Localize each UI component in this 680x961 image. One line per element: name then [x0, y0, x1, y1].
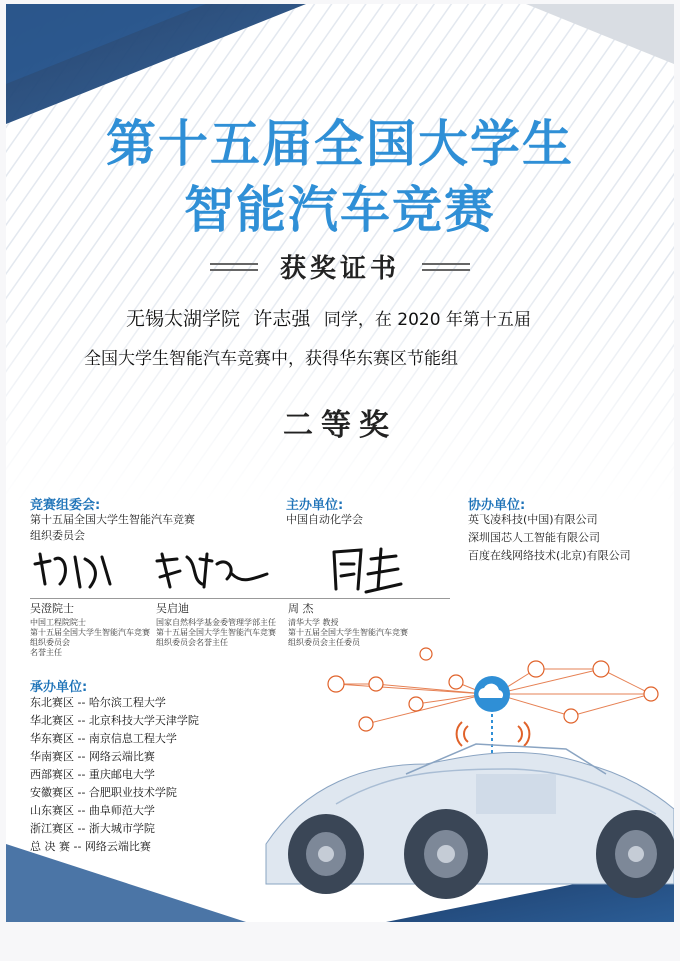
- committee-heading: 竞赛组委会:: [30, 498, 101, 513]
- signatory-title: 组织委员会: [30, 638, 70, 647]
- certificate-sheet: [6, 4, 674, 922]
- co-organizers-heading: 协办单位:: [468, 498, 526, 513]
- recipient-name: 许志强: [253, 308, 311, 330]
- committee-org-line2: 组织委员会: [30, 529, 85, 542]
- signature-1: [30, 549, 120, 594]
- signatory-title: 名誉主任: [30, 648, 62, 657]
- signatory-title: 国家自然科学基金委管理学部主任: [156, 618, 276, 627]
- signatory-title: 中国工程院院士: [30, 618, 86, 627]
- body-line-2: 全国大学生智能汽车竞赛中，获得华东赛区节能组: [84, 349, 458, 369]
- body-line-1-suffix: 同学，在 2020 年第十五届: [323, 310, 531, 330]
- signatory-title: 组织委员会名誉主任: [156, 638, 228, 647]
- decorative-lines-left: [210, 263, 258, 271]
- list-item: 安徽赛区 -- 合肥职业技术学院: [30, 786, 177, 799]
- car-graphic: [266, 744, 674, 899]
- cloud-icon: [474, 676, 510, 712]
- signature-2: [152, 549, 272, 594]
- signature-3: [326, 544, 406, 599]
- subtitle-label: 获奖证书: [279, 254, 400, 284]
- host-org: 中国自动化学会: [286, 513, 363, 526]
- certificate-title-line2: 智能汽车竞赛: [184, 181, 496, 239]
- list-item: 总 决 赛 -- 网络云端比赛: [30, 840, 151, 853]
- decorative-lines-right: [422, 263, 470, 271]
- signature-rule: [30, 598, 450, 599]
- list-item: 东北赛区 -- 哈尔滨工程大学: [30, 696, 166, 709]
- body-line-1: [126, 304, 531, 331]
- certificate-title-line1: 第十五届全国大学生: [106, 115, 574, 173]
- list-item: 华南赛区 -- 网络云端比赛: [30, 750, 155, 763]
- co-organizer-item: 百度在线网络技术(北京)有限公司: [468, 549, 631, 562]
- list-item: 山东赛区 -- 曲阜师范大学: [30, 804, 155, 817]
- award-level: 二等奖: [283, 408, 397, 443]
- signatory-title: 第十五届全国大学生智能汽车竞赛: [156, 628, 276, 637]
- signatory-name: 吴启迪: [156, 602, 189, 615]
- recipient-school: 无锡太湖学院: [126, 308, 241, 330]
- undertakers-list: [30, 694, 199, 856]
- signatory-title: 组织委员会主任委员: [288, 638, 360, 647]
- committee-org-line1: 第十五届全国大学生智能汽车竞赛: [30, 513, 195, 526]
- undertakers-heading: 承办单位:: [30, 680, 88, 695]
- signatory-name: 周 杰: [288, 602, 314, 615]
- host-heading: 主办单位:: [286, 498, 344, 513]
- signatory-title: 清华大学 教授: [288, 618, 339, 627]
- list-item: 浙江赛区 -- 浙大城市学院: [30, 822, 155, 835]
- list-item: 华北赛区 -- 北京科技大学天津学院: [30, 714, 199, 727]
- certificate-subtitle: [6, 248, 674, 285]
- signatory-title: 第十五届全国大学生智能汽车竞赛: [30, 628, 150, 637]
- co-organizer-item: 深圳国芯人工智能有限公司: [468, 531, 600, 544]
- list-item: 西部赛区 -- 重庆邮电大学: [30, 768, 155, 781]
- signatory-title: 第十五届全国大学生智能汽车竞赛: [288, 628, 408, 637]
- signatory-name: 吴澄院士: [30, 602, 74, 615]
- list-item: 华东赛区 -- 南京信息工程大学: [30, 732, 177, 745]
- co-organizer-item: 英飞凌科技(中国)有限公司: [468, 513, 598, 526]
